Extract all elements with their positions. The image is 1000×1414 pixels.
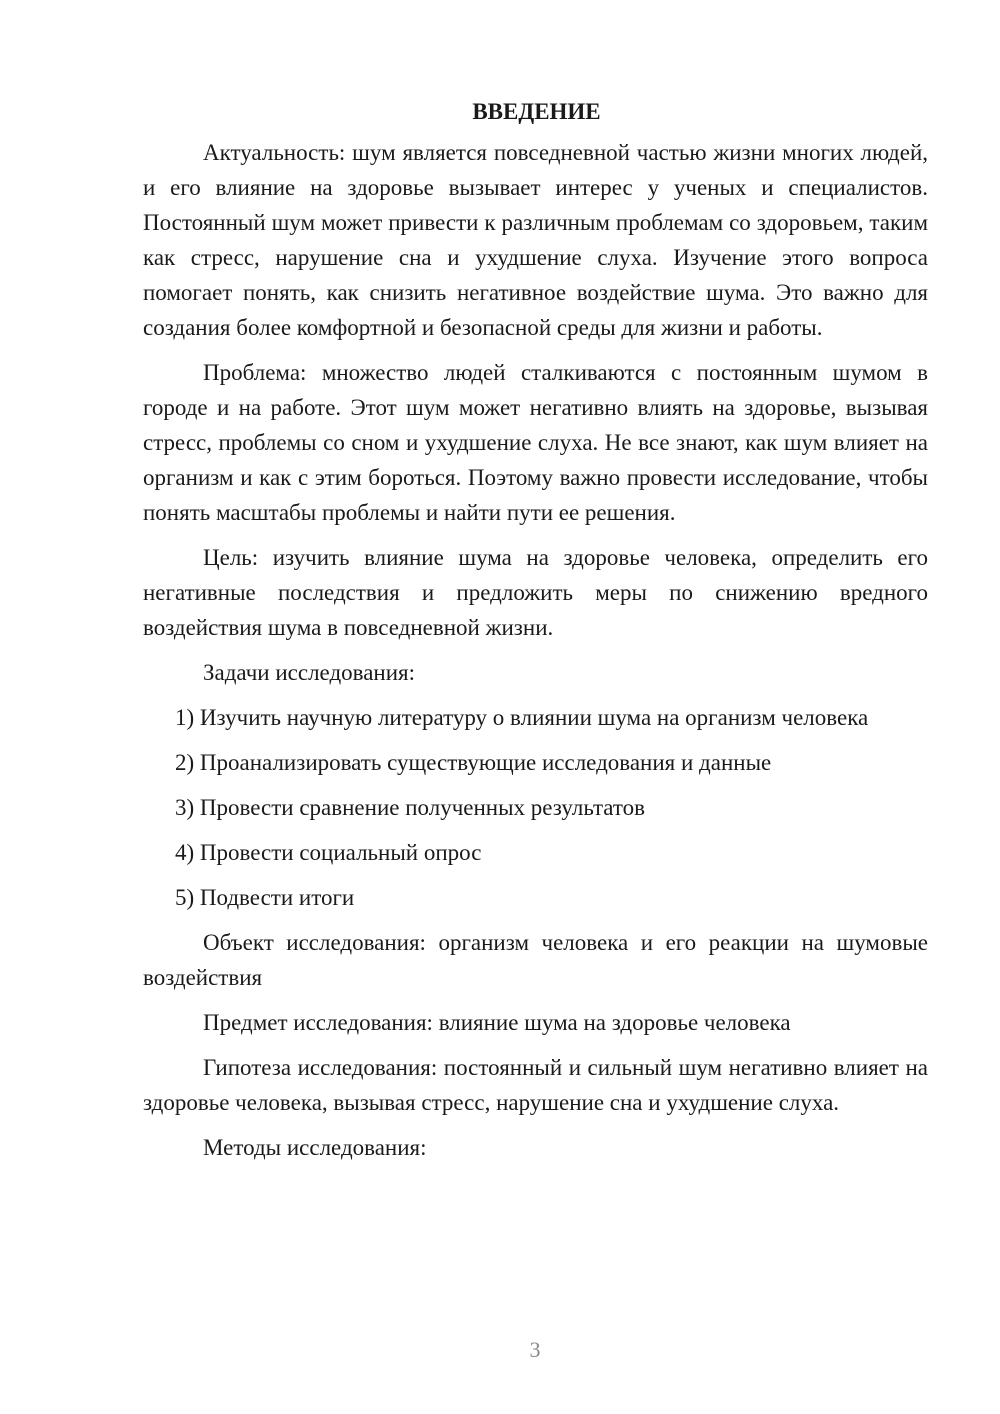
list-item: 2) Проанализировать существующие исследования и данные (175, 750, 772, 775)
list-item: 4) Провести социальный опрос (175, 840, 482, 865)
paragraph-goal: Цель: изучить влияние шума на здоровье человека, определить его негативные последствия и предложить меры по снижению вредного воздействия шума в повседневной жизни. (143, 545, 928, 640)
paragraph-hypothesis: Гипотеза исследования: постоянный и сильный шум негативно влияет на здоровье человека, вызывая стресс, нарушение сна и ухудшение слуха. (143, 1055, 928, 1115)
page-content (143, 94, 928, 1175)
page-number: 3 (529, 1337, 541, 1362)
methods-heading: Методы исследования: (203, 1135, 427, 1160)
paragraph-problem: Проблема: множество людей сталкиваются с постоянным шумом в городе и на работе. Этот шум может негативно влиять на здоровье, вызывая стресс, проблемы со сном и ухудшение слуха. Не все знают, как шум влияет на организм и как с этим бороться. Поэтому важно провести исследование, чтобы понять масштабы проблемы и найти пути ее решения. (143, 360, 928, 525)
tasks-heading: Задачи исследования: (203, 660, 416, 685)
list-item: 5) Подвести итоги (175, 885, 355, 910)
section-heading: ВВЕДЕНИЕ (472, 99, 601, 124)
list-item: 3) Провести сравнение полученных результатов (175, 795, 646, 820)
paragraph-subject: Предмет исследования: влияние шума на здоровье человека (203, 1010, 791, 1035)
paragraph-object: Объект исследования: организм человека и его реакции на шумовые воздействия (143, 930, 928, 990)
paragraph-relevance: Актуальность: шум является повседневной частью жизни многих людей, и его влияние на здоровье вызывает интерес у ученых и специалистов. Постоянный шум может привести к различным проблемам со здоровьем, таким как стресс, нарушение сна и ухудшение слуха. Изучение этого вопроса помогает понять, как снизить негативное воздействие шума. Это важно для создания более комфортной и безопасной среды для жизни и работы. (143, 140, 928, 340)
list-item: 1) Изучить научную литературу о влиянии шума на организм человека (175, 705, 869, 730)
